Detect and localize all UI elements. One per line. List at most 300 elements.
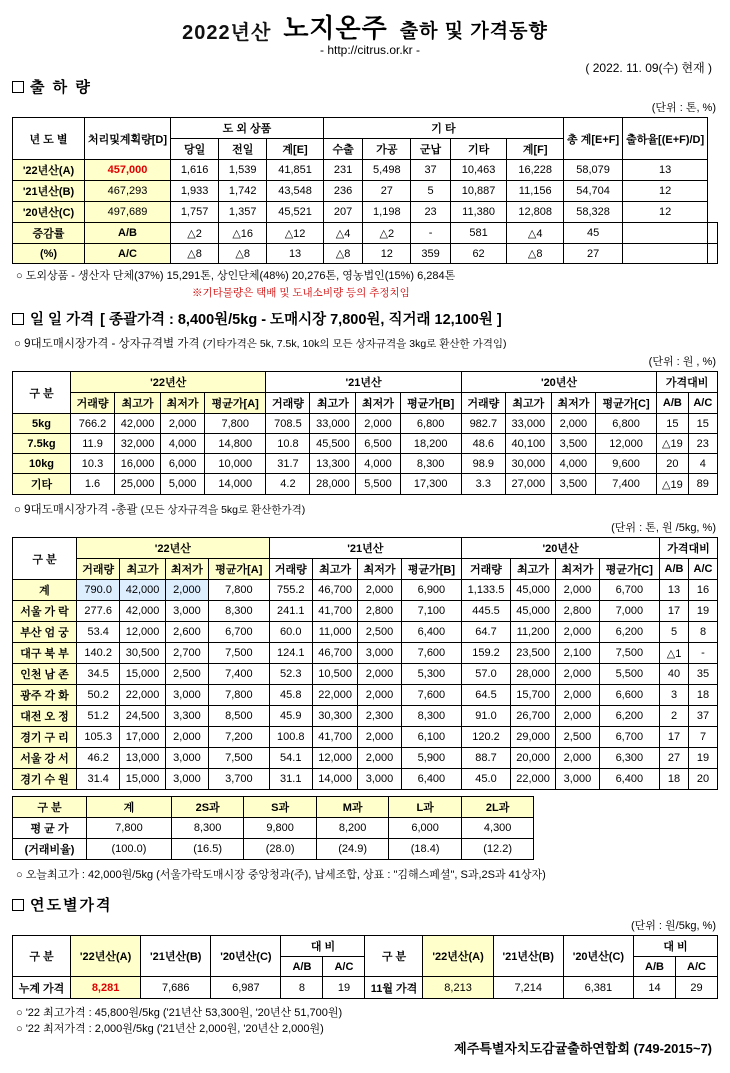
cell: 7,400 [595, 474, 656, 495]
th-grade-s: S과 [244, 797, 317, 818]
cell: 42,000 [120, 580, 165, 601]
th-sub-4: 거래량 [266, 393, 310, 414]
sub2-label: ○ 9대도매시장가격 -총괄 [14, 504, 138, 516]
cell-total-e: △8 [323, 244, 362, 264]
table-row [13, 706, 718, 727]
cell: 2,300 [358, 706, 401, 727]
cell-export: 236 [323, 181, 362, 202]
cell: 2,000 [165, 727, 208, 748]
cell: 3 [660, 685, 689, 706]
cell: 7,500 [599, 643, 659, 664]
cell-ratio: (18.4) [389, 839, 462, 860]
th-sub-3: 평균가[A] [209, 559, 269, 580]
cell: 6,900 [401, 580, 461, 601]
cell-today: 1,616 [171, 160, 219, 181]
cell: 42,000 [115, 414, 161, 434]
cell-export: 12 [363, 244, 411, 264]
cell: 45.8 [269, 685, 312, 706]
cell: 5,500 [356, 474, 400, 495]
cell-plan: 467,293 [85, 181, 171, 202]
cell: 17 [660, 727, 689, 748]
section1-note-red: ※기타물량은 택배 및 도내소비량 등의 추정치임 [192, 287, 410, 299]
cell: 35 [689, 664, 718, 685]
th-grade-m: M과 [316, 797, 389, 818]
cell-price: 6,000 [389, 818, 462, 839]
th-group-21: '21년산 [269, 538, 462, 559]
section3-note-1: ○ '22 최고가격 : 45,800원/5kg ('21년산 53,300원, '20년산 51,700원) [16, 1007, 343, 1019]
cell: 8,300 [400, 454, 461, 474]
square-bullet-icon [12, 899, 24, 911]
row-label: 7.5kg [13, 434, 71, 454]
th-total-e: 계[E] [267, 139, 324, 160]
cell: 6,400 [599, 769, 659, 790]
cell: 13 [660, 580, 689, 601]
cell: 755.2 [269, 580, 312, 601]
th-grade-2s: 2S과 [171, 797, 244, 818]
cell: 31.4 [77, 769, 120, 790]
section2-unit2: (단위 : 톤, 원 /5kg, %) [611, 522, 716, 534]
cell: 2,700 [165, 643, 208, 664]
cell: 89 [688, 474, 717, 495]
th-sub-8: 거래량 [461, 393, 505, 414]
cell: 33,000 [505, 414, 551, 434]
cell-yesterday: 13 [267, 244, 324, 264]
cell-ratio: (100.0) [87, 839, 172, 860]
th-sub-0: 거래량 [77, 559, 120, 580]
cell: 708.5 [266, 414, 310, 434]
table-row [13, 202, 718, 223]
document-header [12, 8, 718, 75]
cell: 27 [660, 748, 689, 769]
cell: 8,500 [209, 706, 269, 727]
cell: 57.0 [462, 664, 511, 685]
cell-process: 27 [363, 181, 411, 202]
cell: 15 [657, 414, 688, 434]
cell: 5,000 [161, 474, 205, 495]
header-main-title: 노지온주 [283, 13, 388, 43]
th-grade-category: 구 분 [13, 797, 87, 818]
cell: 23,500 [510, 643, 555, 664]
cell: 51.2 [77, 706, 120, 727]
table-row [13, 643, 718, 664]
table-row [13, 454, 718, 474]
cell: 30,300 [312, 706, 357, 727]
cell: 120.2 [462, 727, 511, 748]
cell-etc: 10,463 [450, 160, 507, 181]
cell: 10.8 [266, 434, 310, 454]
cell: 2,000 [358, 748, 401, 769]
cell: △19 [657, 434, 688, 454]
cell: 3,000 [165, 601, 208, 622]
cell: 3,000 [358, 769, 401, 790]
cell-total-e: △4 [323, 223, 362, 244]
th-left-22: '22년산(A) [71, 936, 141, 977]
cell: 3,500 [551, 474, 595, 495]
cell: 5,900 [401, 748, 461, 769]
section2-sub1 [14, 335, 718, 351]
cell: 45.9 [269, 706, 312, 727]
table-header-row [13, 118, 718, 139]
daily-price-summary: [ 종괄가격 : 8,400원/5kg - 도매시장 7,800원, 직거래 12,100원 ] [100, 312, 502, 328]
cell-yesterday: △12 [267, 223, 324, 244]
cell: 45.0 [462, 769, 511, 790]
th-right-21: '21년산(B) [493, 936, 563, 977]
cell-today: △8 [219, 244, 267, 264]
footer-organization: 제주특별자치도감귤출하연합회 (749-2015~7) [454, 1041, 712, 1056]
diff-header-2: (%) [13, 244, 85, 264]
cell-military: 581 [450, 223, 507, 244]
cell: 37 [689, 706, 718, 727]
cell: 11,200 [510, 622, 555, 643]
cell: 40,100 [505, 434, 551, 454]
th-group-22: '22년산 [71, 372, 266, 393]
row-label: 대전 오 정 [13, 706, 77, 727]
th-right-ac: A/C [676, 957, 718, 977]
cell: 31.7 [266, 454, 310, 474]
cell: 19 [689, 601, 718, 622]
cell: 10,000 [205, 454, 266, 474]
section-yearly-price-label: 연도별가격 [30, 897, 113, 914]
cell: 3,000 [165, 685, 208, 706]
cell-grand: 58,079 [564, 160, 623, 181]
cell: 2,000 [556, 685, 599, 706]
th-rate: 출하율[(E+F)/D] [623, 118, 708, 160]
th-sub-5: 최고가 [310, 393, 356, 414]
cell-ratio: (12.2) [461, 839, 534, 860]
cell: 3,500 [551, 434, 595, 454]
cell-rate: 12 [623, 202, 708, 223]
left-value-22: 8,281 [71, 977, 141, 999]
cell: 60.0 [269, 622, 312, 643]
cell: 8,300 [401, 706, 461, 727]
row-label: 인천 남 존 [13, 664, 77, 685]
cell: 277.6 [77, 601, 120, 622]
cell-total-f: 45 [564, 223, 623, 244]
cell: 6,700 [599, 580, 659, 601]
row-label: 기타 [13, 474, 71, 495]
cell: 11,000 [312, 622, 357, 643]
cell-plan: △2 [171, 223, 219, 244]
table-row [13, 580, 718, 601]
th-group-cmp: 가격대비 [660, 538, 718, 559]
left-row-label: 누계 가격 [13, 977, 71, 999]
table-row [13, 977, 718, 999]
th-right-ab: A/B [634, 957, 676, 977]
right-ratio-ac: 29 [676, 977, 718, 999]
cell: 64.5 [462, 685, 511, 706]
cell: 2,000 [556, 748, 599, 769]
th-left-21: '21년산(B) [141, 936, 211, 977]
cell: 4,000 [356, 454, 400, 474]
sub2-paren: (모든 상자규격을 5kg로 환산한가격) [140, 504, 306, 516]
cell: 29,000 [510, 727, 555, 748]
cell-military: 62 [450, 244, 507, 264]
section3-note-2: ○ '22 최저가격 : 2,000원/5kg ('21년산 2,000원, '20년산 2,000원) [16, 1023, 324, 1035]
table-row-diff [13, 244, 718, 264]
cell-total-f: 16,228 [507, 160, 564, 181]
th-sub-11: 평균가[C] [595, 393, 656, 414]
cell: 20 [689, 769, 718, 790]
th-sub-9: 최고가 [505, 393, 551, 414]
row-label: 서울 강 서 [13, 748, 77, 769]
cell: 13,000 [120, 748, 165, 769]
cell-price: 9,800 [244, 818, 317, 839]
cell: 53.4 [77, 622, 120, 643]
cell: 17 [660, 601, 689, 622]
th-sub-2: 최저가 [161, 393, 205, 414]
cell: 91.0 [462, 706, 511, 727]
th-domestic-group: 도 외 상품 [171, 118, 324, 139]
table-header-row [13, 797, 534, 818]
th-sub-4: 거래량 [269, 559, 312, 580]
cell: 2,000 [356, 414, 400, 434]
cell: 41,700 [312, 727, 357, 748]
cell: 6,700 [599, 727, 659, 748]
left-ratio-ab: 8 [281, 977, 323, 999]
cell: 42,000 [120, 601, 165, 622]
th-sub-10: 최저가 [551, 393, 595, 414]
cell: 14,000 [205, 474, 266, 495]
cell: 2,000 [556, 580, 599, 601]
cell: 7,800 [209, 580, 269, 601]
th-grade-total: 계 [87, 797, 172, 818]
cell: 2,500 [165, 664, 208, 685]
cell-process: - [411, 223, 450, 244]
th-etc: 기타 [450, 139, 507, 160]
cell: 46.2 [77, 748, 120, 769]
cell: 16 [689, 580, 718, 601]
th-sub-7: 평균가[B] [401, 559, 461, 580]
cell-grand [623, 223, 708, 244]
cell: 2,000 [556, 706, 599, 727]
cell: 10,500 [312, 664, 357, 685]
left-value-20: 6,987 [211, 977, 281, 999]
cell: 7,100 [401, 601, 461, 622]
cell: △19 [657, 474, 688, 495]
cell: 15,700 [510, 685, 555, 706]
th-left-cmp: 대 비 [281, 936, 365, 957]
section-yearly-price-title [12, 894, 718, 915]
th-sub-12: A/B [660, 559, 689, 580]
th-grade-l: L과 [389, 797, 462, 818]
th-grade-2l: 2L과 [461, 797, 534, 818]
section2-unit1: (단위 : 원 , %) [648, 356, 716, 368]
right-value-22: 8,213 [423, 977, 493, 999]
cell: 2,000 [556, 664, 599, 685]
row-label: 부산 엄 궁 [13, 622, 77, 643]
cell-price: 8,300 [171, 818, 244, 839]
cell: 30,500 [120, 643, 165, 664]
cell: 20 [657, 454, 688, 474]
row-label: '21년산(B) [13, 181, 85, 202]
cell: 7,500 [209, 748, 269, 769]
cell: 6,400 [401, 769, 461, 790]
cell-etc: 11,380 [450, 202, 507, 223]
th-plan: 처리및계획량[D] [85, 118, 171, 160]
cell: 46,700 [312, 580, 357, 601]
grade-row-label: 평 균 가 [13, 818, 87, 839]
cell-export: 231 [323, 160, 362, 181]
cell: 241.1 [269, 601, 312, 622]
cell: 4 [688, 454, 717, 474]
cell: 24,500 [120, 706, 165, 727]
section-shipment-label: 출 하 량 [30, 79, 92, 96]
cell: 11.9 [71, 434, 115, 454]
cell: 7,600 [401, 685, 461, 706]
th-total-f: 계[F] [507, 139, 564, 160]
th-left-20: '20년산(C) [211, 936, 281, 977]
cell: 2,500 [358, 622, 401, 643]
table-header-row [13, 372, 718, 393]
cell: 2,000 [165, 580, 208, 601]
cell: 8,300 [209, 601, 269, 622]
grade-row-sublabel: (거래비율) [13, 839, 87, 860]
cell: 40 [660, 664, 689, 685]
table-row [13, 727, 718, 748]
cell: 3,300 [165, 706, 208, 727]
cell: 7,200 [209, 727, 269, 748]
cell: 3,700 [209, 769, 269, 790]
cell: 26,700 [510, 706, 555, 727]
cell: 64.7 [462, 622, 511, 643]
header-sub-title: 출하 및 가격동향 [399, 21, 548, 42]
sub1-paren: (기타가격은 5k, 7.5k, 10k의 모든 상자규격을 3kg로 환산한 가격임) [202, 338, 507, 350]
cell: △1 [660, 643, 689, 664]
cell: 30,000 [505, 454, 551, 474]
cell: 28,000 [310, 474, 356, 495]
cell: 2,000 [556, 622, 599, 643]
row-label: 광주 각 화 [13, 685, 77, 706]
cell: 17,300 [400, 474, 461, 495]
cell: 15,000 [120, 769, 165, 790]
section-daily-price-title [12, 308, 718, 329]
cell-today: △16 [219, 223, 267, 244]
cell-price: 4,300 [461, 818, 534, 839]
cell: 140.2 [77, 643, 120, 664]
table-row [13, 685, 718, 706]
header-title-row [12, 8, 718, 45]
cell-grand [623, 244, 708, 264]
cell-grand: 58,328 [564, 202, 623, 223]
cell: 6,600 [599, 685, 659, 706]
th-sub-8: 거래량 [462, 559, 511, 580]
cell: 1.6 [71, 474, 115, 495]
cell: 2,000 [358, 580, 401, 601]
yearly-price-table [12, 935, 718, 999]
row-label: 서울 가 락 [13, 601, 77, 622]
cell-yesterday: 1,357 [219, 202, 267, 223]
cell: 12,000 [120, 622, 165, 643]
th-sub-3: 평균가[A] [205, 393, 266, 414]
daily-price-label: 일 일 가격 [30, 312, 95, 328]
cell: 2,000 [358, 664, 401, 685]
cell: 18 [689, 685, 718, 706]
cell: 445.5 [462, 601, 511, 622]
th-etc-group: 기 타 [323, 118, 563, 139]
th-sub-5: 최고가 [312, 559, 357, 580]
cell: 17,000 [120, 727, 165, 748]
row-label: 대구 북 부 [13, 643, 77, 664]
cell-total-e: 43,548 [267, 181, 324, 202]
cell: 1,133.5 [462, 580, 511, 601]
cell: 5,500 [599, 664, 659, 685]
cell: 10.3 [71, 454, 115, 474]
cell: 19 [689, 748, 718, 769]
th-export: 수출 [323, 139, 362, 160]
table-row [13, 664, 718, 685]
cell: 2,000 [358, 727, 401, 748]
cell: 88.7 [462, 748, 511, 769]
row-label: 10kg [13, 454, 71, 474]
left-value-21: 7,686 [141, 977, 211, 999]
th-group-21: '21년산 [266, 372, 461, 393]
row-label: 5kg [13, 414, 71, 434]
grade-price-table [12, 796, 534, 860]
cell: 4.2 [266, 474, 310, 495]
th-sub-6: 최저가 [358, 559, 401, 580]
table-row [13, 434, 718, 454]
sub1-label: ○ 9대도매시장가격 - 상자규격별 가격 [14, 338, 200, 350]
cell: 2,600 [165, 622, 208, 643]
cell: 4,000 [161, 434, 205, 454]
th-sub-11: 평균가[C] [599, 559, 659, 580]
header-url: - http://citrus.or.kr - [319, 43, 421, 57]
th-category: 구 분 [13, 538, 77, 580]
cell: 3,000 [358, 643, 401, 664]
table-row [13, 414, 718, 434]
cell: 7,800 [205, 414, 266, 434]
left-ratio-ac: 19 [323, 977, 365, 999]
table-row [13, 160, 718, 181]
cell: 46,700 [312, 643, 357, 664]
cell: 2,100 [556, 643, 599, 664]
cell: 7,600 [401, 643, 461, 664]
cell: 2,000 [358, 685, 401, 706]
cell: 98.9 [461, 454, 505, 474]
cell: 20,000 [510, 748, 555, 769]
right-value-20: 6,381 [563, 977, 633, 999]
cell: 27,000 [505, 474, 551, 495]
cell-total-f: 27 [564, 244, 623, 264]
cell: 12,000 [312, 748, 357, 769]
cell: 6,800 [595, 414, 656, 434]
cell: 14,000 [312, 769, 357, 790]
cell: 15 [688, 414, 717, 434]
cell: 2,000 [551, 414, 595, 434]
cell: 2,800 [358, 601, 401, 622]
cell: 7,000 [599, 601, 659, 622]
cell: 2,500 [556, 727, 599, 748]
cell: 25,000 [115, 474, 161, 495]
cell: 14,800 [205, 434, 266, 454]
cell: 5 [660, 622, 689, 643]
th-group-22: '22년산 [77, 538, 270, 559]
cell-ratio: (24.9) [316, 839, 389, 860]
cell: 766.2 [71, 414, 115, 434]
th-group-20: '20년산 [461, 372, 656, 393]
cell: - [689, 643, 718, 664]
cell: 5,300 [401, 664, 461, 685]
market-price-table [12, 537, 718, 790]
th-sub-12: A/B [657, 393, 688, 414]
row-label: 계 [13, 580, 77, 601]
cell: 31.1 [269, 769, 312, 790]
right-value-21: 7,214 [493, 977, 563, 999]
right-row-label: 11월 가격 [365, 977, 423, 999]
header-date: ( 2022. 11. 09(수) 현재 ) [585, 61, 712, 75]
table-row [13, 601, 718, 622]
th-process: 가공 [363, 139, 411, 160]
